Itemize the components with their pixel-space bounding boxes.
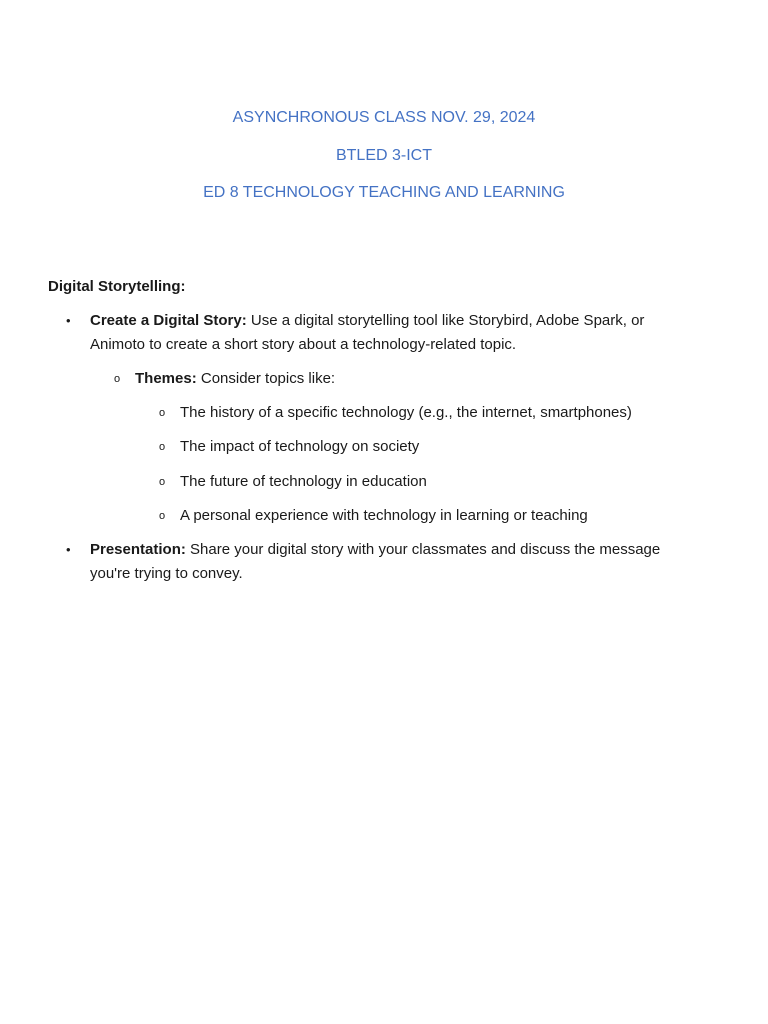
list-item-text: Use a digital storytelling tool like Storybird, Adobe Spark, or xyxy=(246,312,645,329)
list-item-text-continued: you're trying to convey. xyxy=(90,565,243,582)
header-subject-line: ED 8 TECHNOLOGY TEACHING AND LEARNING xyxy=(203,184,565,201)
list-item-label: Presentation: xyxy=(90,541,186,558)
sub-bullet-marker: o xyxy=(159,510,166,522)
sub-list-item-label: Themes: xyxy=(135,370,197,387)
topic-item: The history of a specific technology (e.g., the internet, smartphones) xyxy=(180,404,632,421)
sub-bullet-marker: o xyxy=(159,441,166,453)
topic-item: The impact of technology on society xyxy=(180,438,420,455)
list-item-label: Create a Digital Story: xyxy=(90,312,247,329)
section-heading: Digital Storytelling: xyxy=(48,278,186,295)
sub-bullet-marker: o xyxy=(159,407,166,419)
bullet-marker: • xyxy=(66,542,71,557)
header-course-line: BTLED 3-ICT xyxy=(335,147,432,164)
list-item-text: Share your digital story with your classmates and discuss the message xyxy=(185,541,661,558)
topic-item: A personal experience with technology in learning or teaching xyxy=(180,507,588,524)
list-item-text-continued: Animoto to create a short story about a technology-related topic. xyxy=(90,336,517,353)
sub-list-item xyxy=(135,367,335,391)
sub-bullet-marker: o xyxy=(159,476,166,488)
list-item xyxy=(90,538,730,586)
list-item xyxy=(90,309,730,357)
bullet-marker: • xyxy=(66,313,71,328)
header-title-line: ASYNCHRONOUS CLASS NOV. 29, 2024 xyxy=(232,109,536,126)
sub-list-item-text: Consider topics like: xyxy=(196,370,336,387)
topic-item: The future of technology in education xyxy=(180,473,427,490)
sub-bullet-marker: o xyxy=(114,373,121,385)
